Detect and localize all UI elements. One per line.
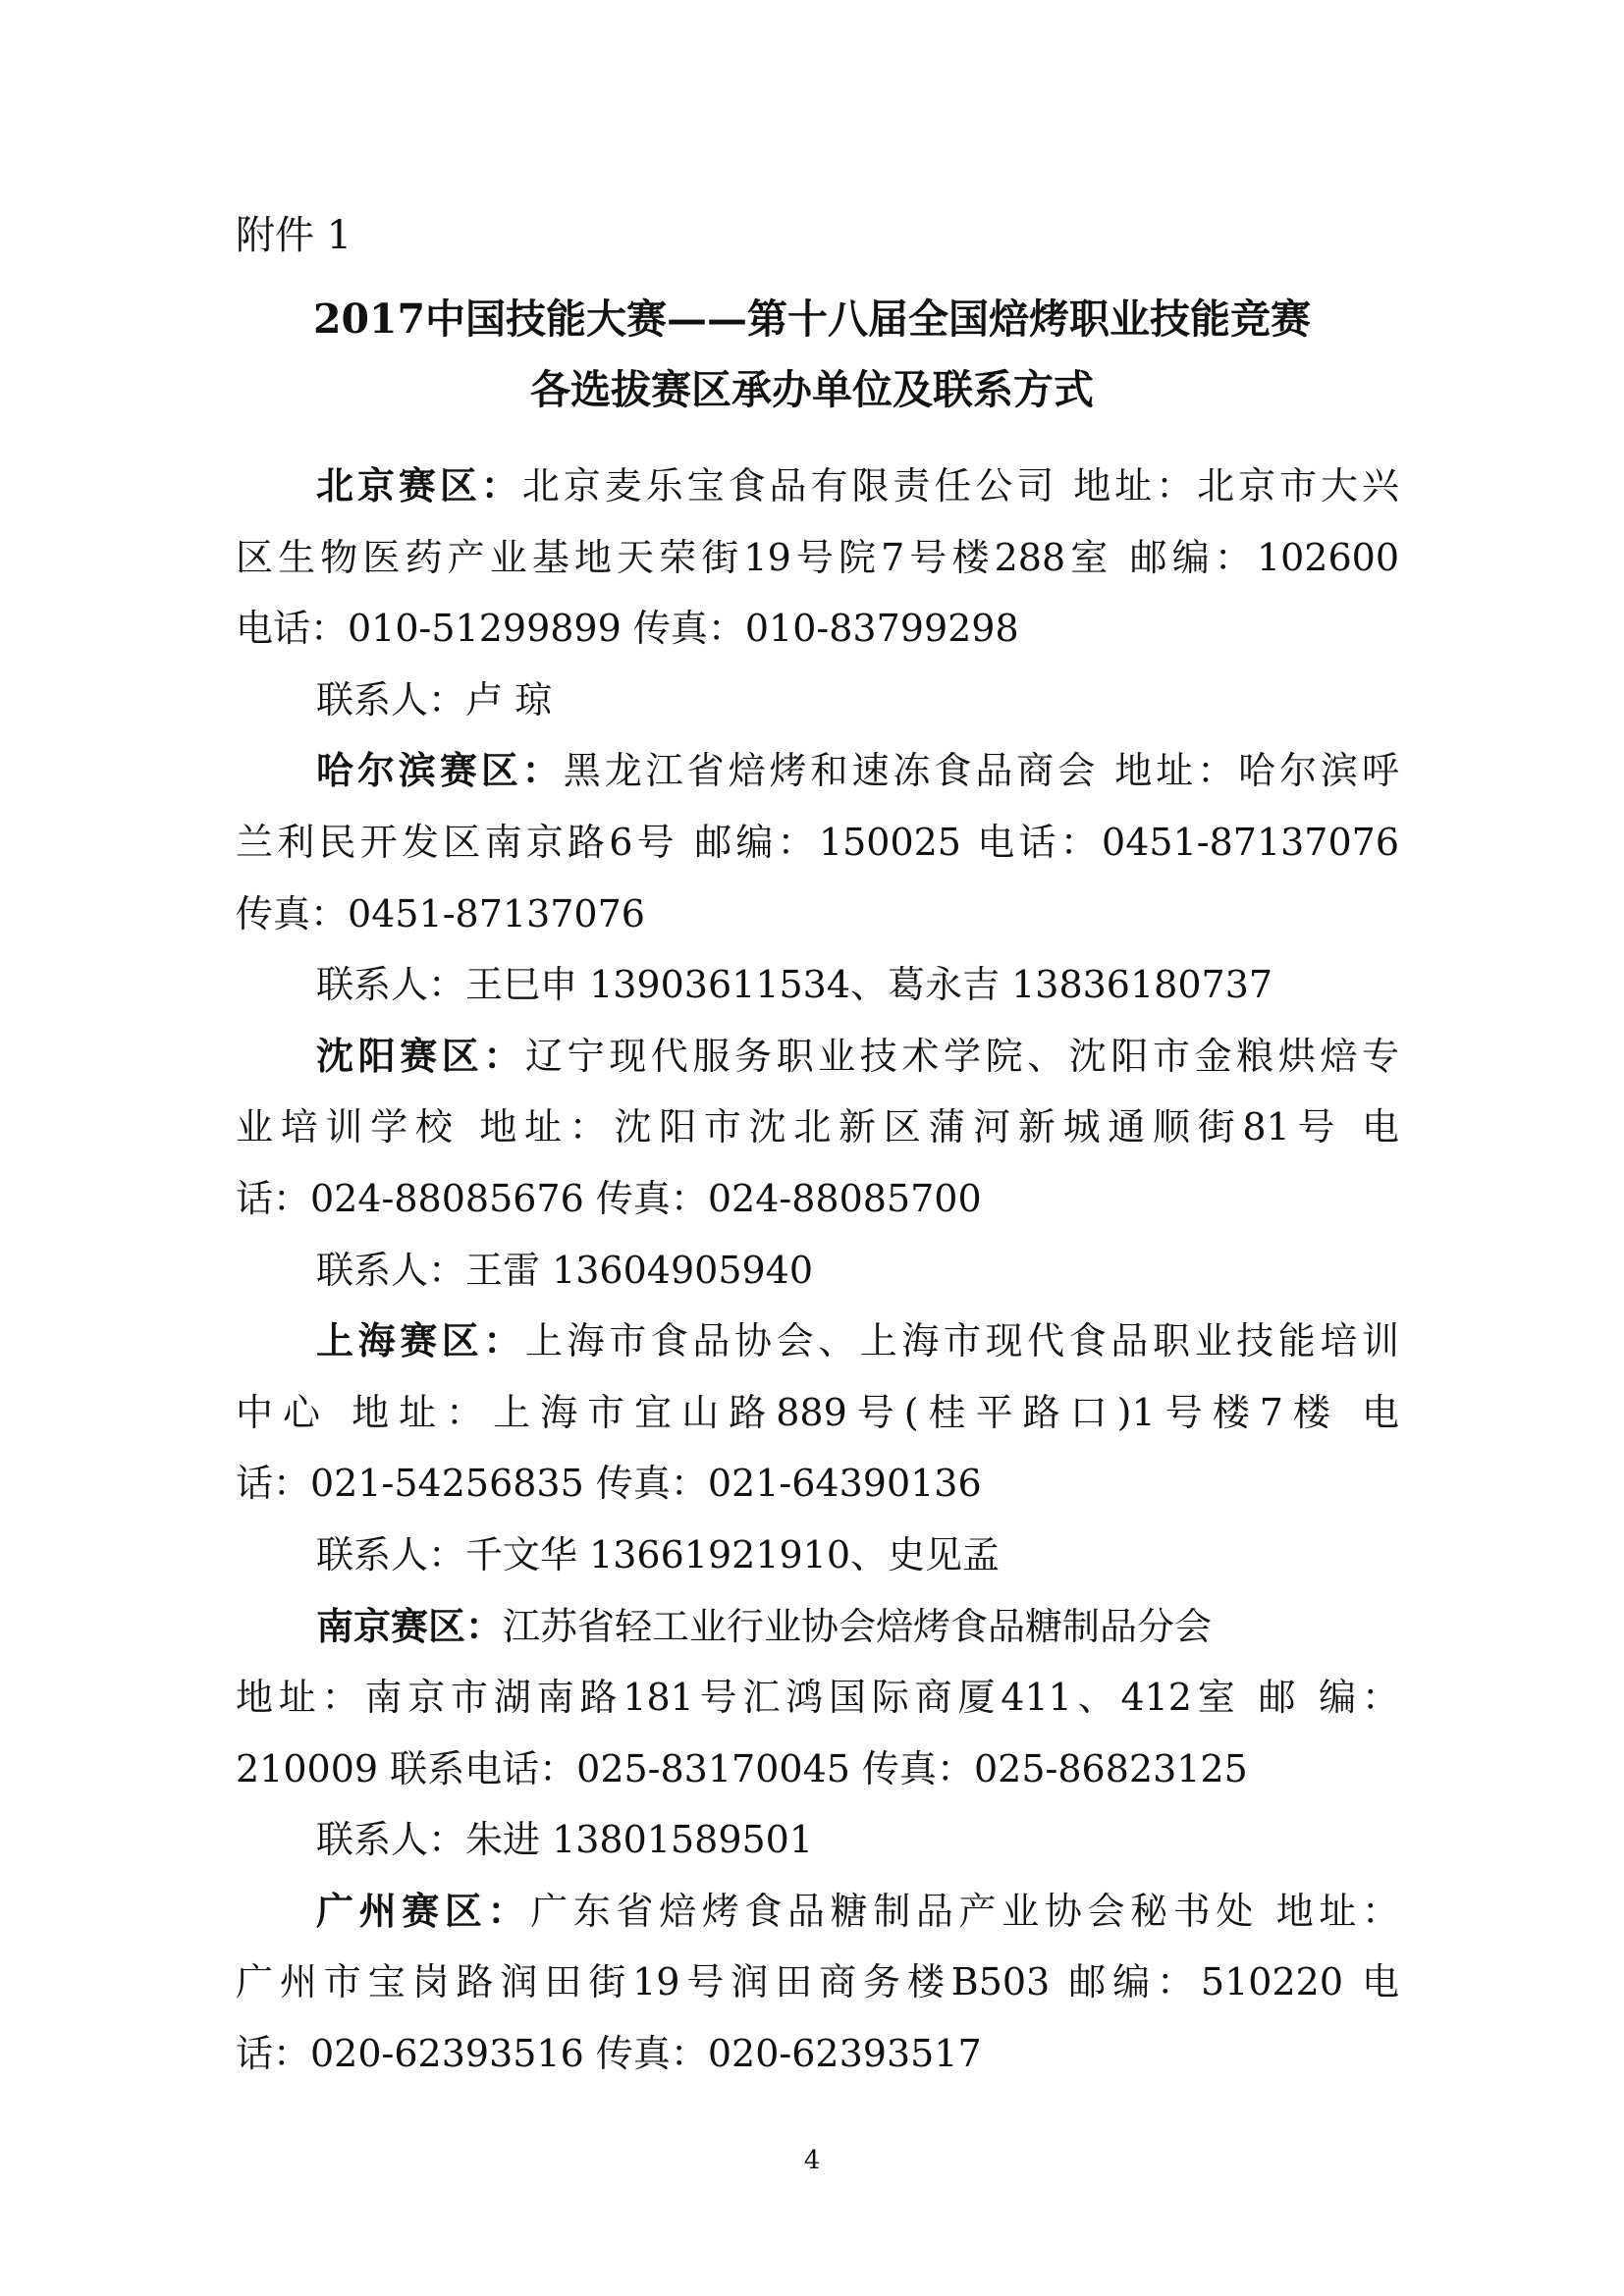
section-beijing-line-3: 电话：010-51299899 传真：010-83799298	[236, 607, 1019, 651]
section-harbin-line-3: 传真：0451-87137076	[236, 891, 645, 935]
section-nanjing-line-2: 地址：南京市湖南路181号汇鸿国际商厦411、412室 邮 编：	[236, 1676, 1399, 1720]
region-label: 哈尔滨赛区：	[316, 749, 564, 793]
section-shenyang-line-3: 话：024-88085676 传真：024-88085700	[236, 1176, 982, 1220]
line-text: 广东省焙烤食品糖制品产业协会秘书处 地址：	[530, 1889, 1399, 1933]
region-label: 沈阳赛区：	[316, 1034, 525, 1078]
region-label: 上海赛区：	[316, 1319, 525, 1363]
section-harbin-line-1	[236, 735, 1399, 807]
region-label: 北京赛区：	[316, 464, 522, 507]
section-guangzhou-line-1	[236, 1876, 1399, 1948]
section-beijing-contact: 联系人：卢 琼	[316, 677, 553, 721]
document-title-line-2: 各选拔赛区承办单位及联系方式	[530, 366, 1094, 413]
attachment-label: 附件 1	[236, 213, 352, 258]
region-label: 广州赛区：	[316, 1889, 531, 1933]
line-text: 黑龙江省焙烤和速冻食品商会 地址：哈尔滨呼	[563, 749, 1399, 793]
section-nanjing-contact: 联系人：朱进 13801589501	[316, 1818, 814, 1862]
section-guangzhou-line-3: 话：020-62393516 传真：020-62393517	[236, 2032, 982, 2076]
section-shenyang-line-1	[236, 1021, 1399, 1093]
section-harbin-line-2: 兰利民开发区南京路6号 邮编：150025 电话：0451-87137076	[236, 820, 1399, 864]
section-beijing-line-2: 区生物医药产业基地天荣街19号院7号楼288室 邮编：102600	[236, 535, 1399, 579]
section-guangzhou-line-2: 广州市宝岗路润田街19号润田商务楼B503 邮编：510220 电	[236, 1960, 1399, 2004]
section-shenyang-contact: 联系人：王雷 13604905940	[316, 1248, 814, 1292]
section-shanghai-line-3: 话：021-54256835 传真：021-64390136	[236, 1462, 982, 1506]
document-body	[236, 451, 1399, 2090]
line-text: 江苏省轻工业行业协会焙烤食品糖制品分会	[503, 1604, 1213, 1648]
section-shanghai-contact: 联系人：千文华 13661921910、史见孟	[316, 1532, 1001, 1576]
section-shenyang-line-2: 业培训学校 地址：沈阳市沈北新区蒲河新城通顺街81号 电	[236, 1105, 1399, 1149]
section-nanjing-line-1	[236, 1591, 1399, 1663]
document-title-line-1: 2017中国技能大赛——第十八届全国焙烤职业技能竞赛	[312, 295, 1312, 343]
line-text: 北京麦乐宝食品有限责任公司 地址：北京市大兴	[521, 464, 1399, 507]
section-shanghai-line-1	[236, 1306, 1399, 1377]
section-harbin-contact: 联系人：王巳申 13903611534、葛永吉 13836180737	[316, 963, 1273, 1007]
section-beijing-line-1	[236, 451, 1399, 522]
section-nanjing-line-3: 210009 联系电话：025-83170045 传真：025-86823125	[236, 1746, 1248, 1790]
section-shanghai-line-2: 中心 地址：上海市宜山路889号(桂平路口)1号楼7楼 电	[236, 1390, 1399, 1434]
region-label: 南京赛区：	[316, 1604, 504, 1648]
line-text: 上海市食品协会、上海市现代食品职业技能培训	[525, 1319, 1399, 1363]
line-text: 辽宁现代服务职业技术学院、沈阳市金粮烘焙专	[525, 1034, 1399, 1078]
page-number: 4	[803, 2146, 821, 2175]
